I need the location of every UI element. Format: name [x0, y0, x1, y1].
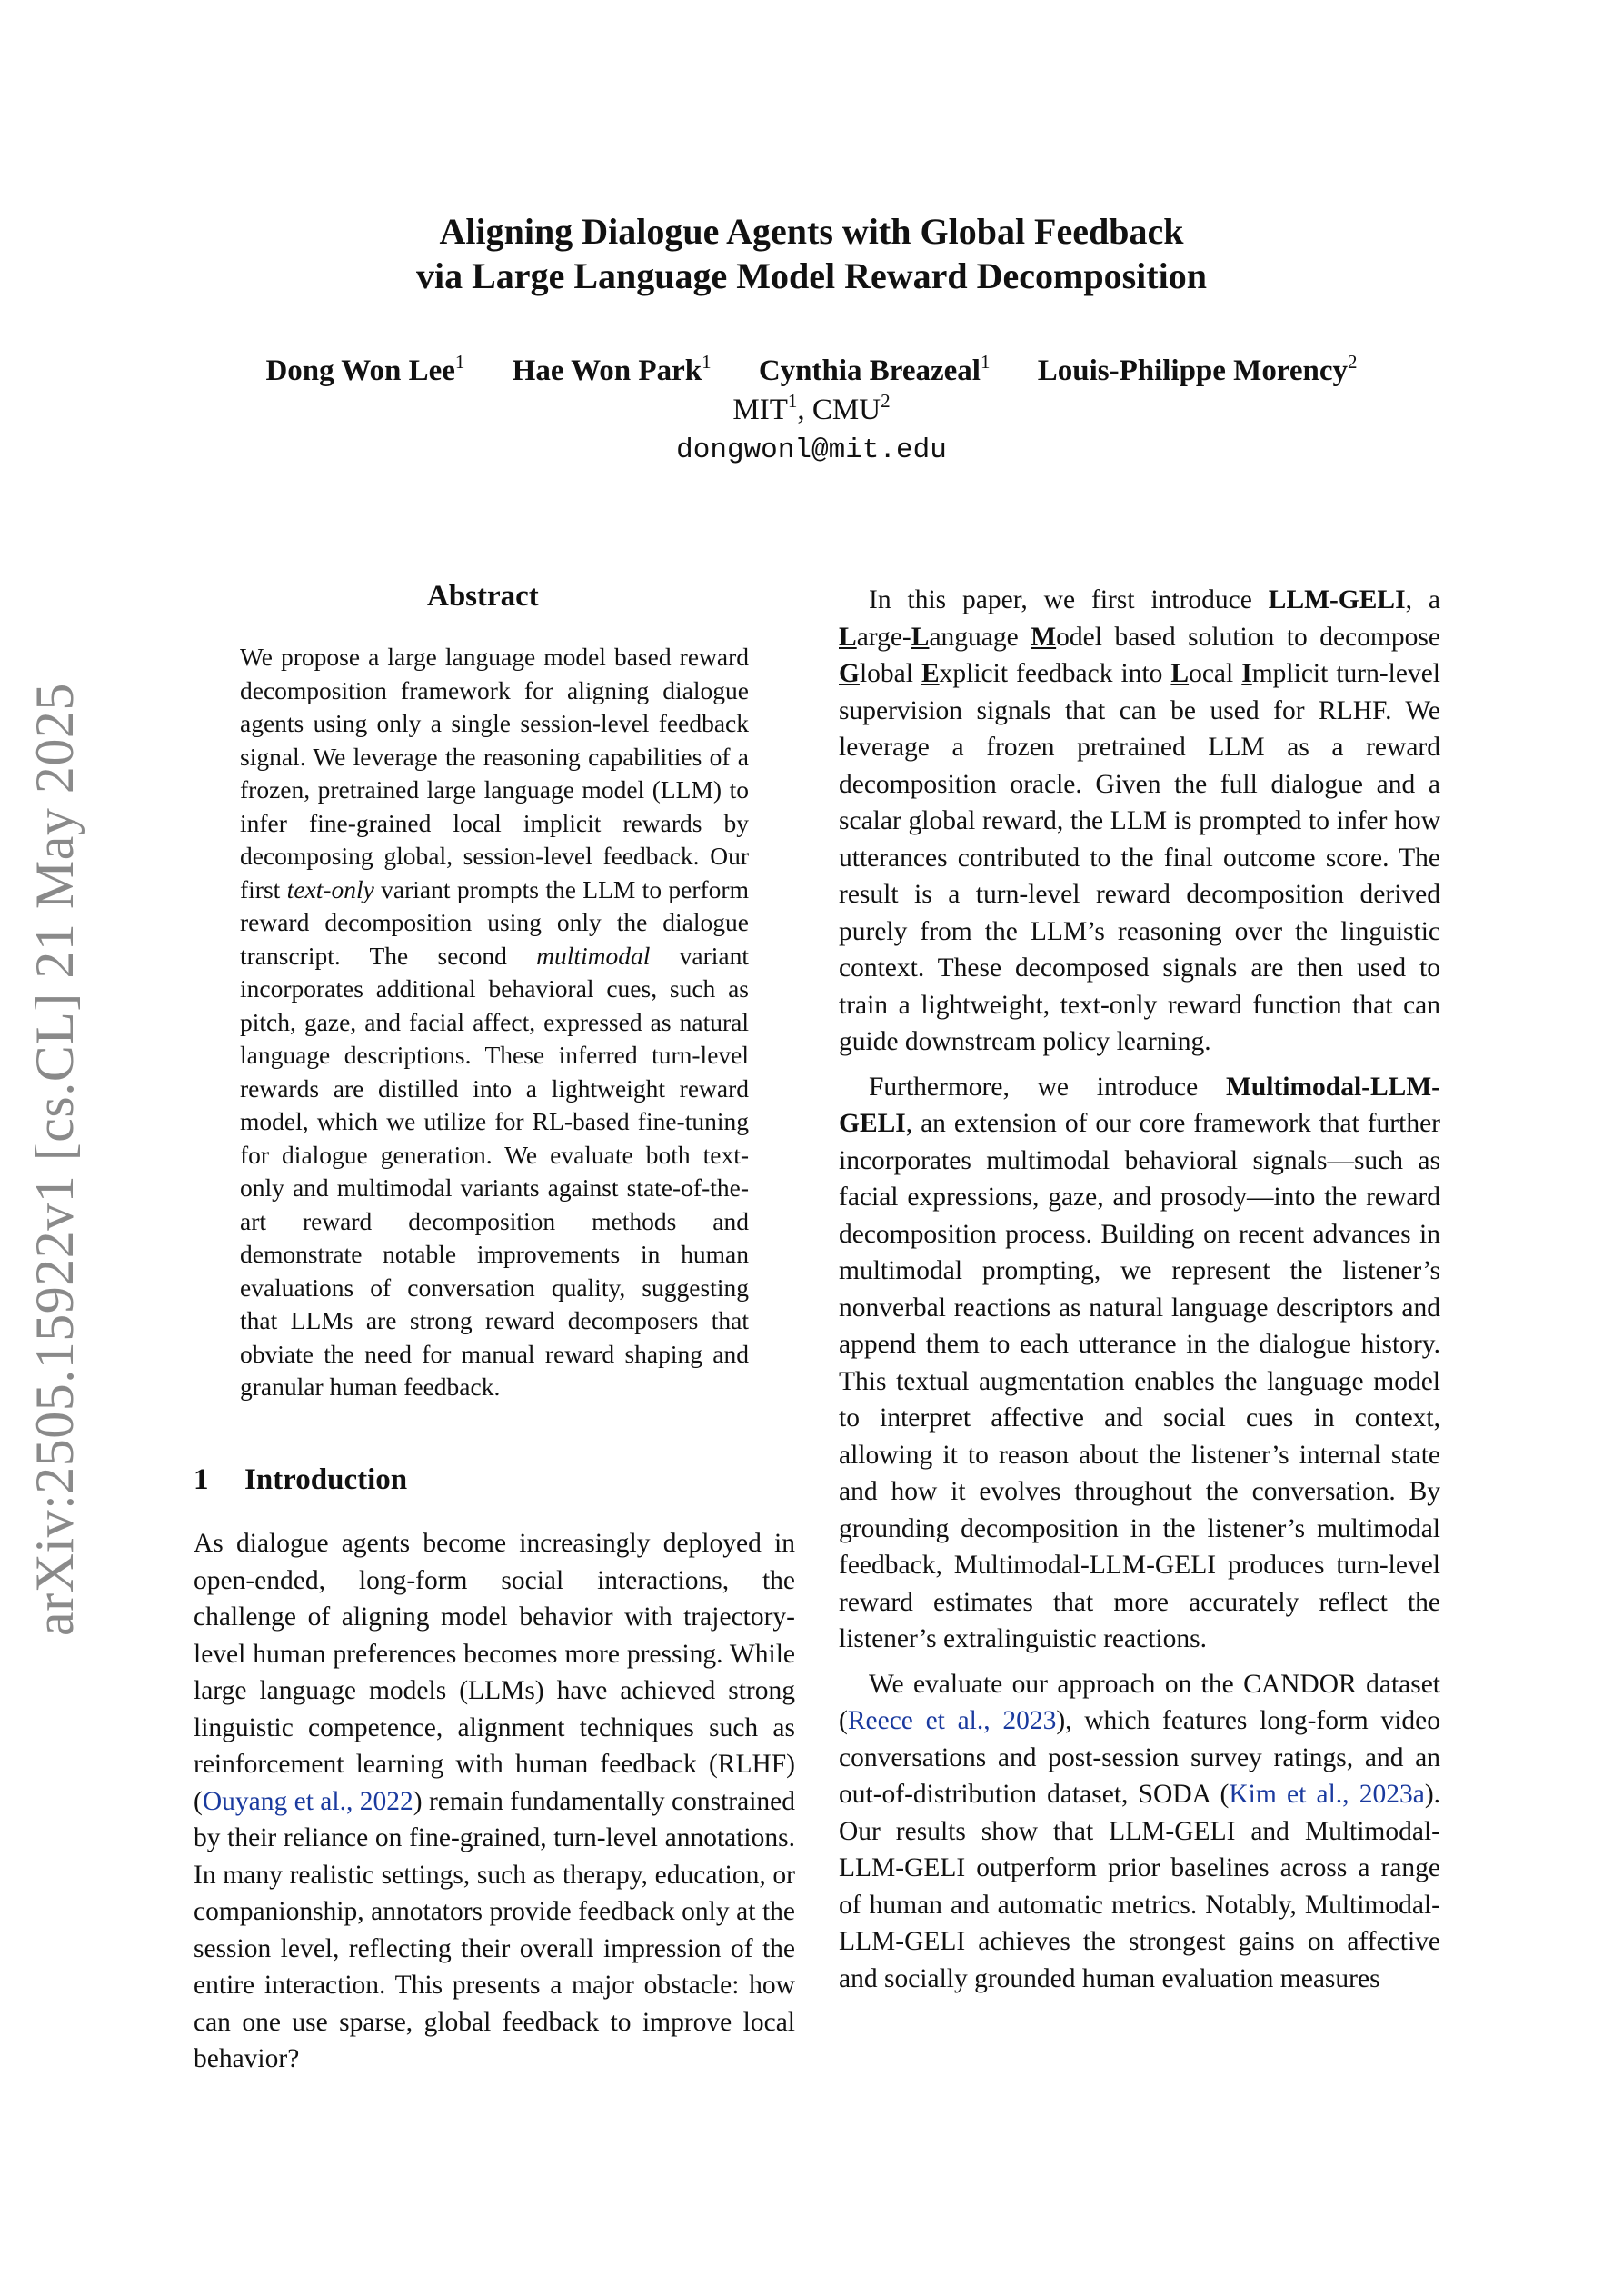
abstract-heading: Abstract [427, 580, 539, 613]
abstract-body: We propose a large language model based reward decomposition framework for aligning dialogue agents using only a single session-level feedback signal. We leverage the reasoning capabilities of a frozen, pretrained large language model (LLM) to infer fine-grained local implicit rewards by decomposing global, session-level feedback. Our first text-only variant prompts the LLM to perform reward decomposition using only the dialogue transcript. The second multimodal variant incorporates additional behavioral cues, such as pitch, gaze, and facial affect, expressed as natural language descriptions. These inferred turn-level rewards are distilled into a lightweight reward model, which we utilize for RL-based fine-tuning for dialogue generation. We evaluate both text-only and multimodal variants against state-of-the-art reward decomposition methods and demonstrate notable improvements in human evaluations of conversation quality, suggesting that LLMs are strong reward decomposers that obviate the need for manual reward shaping and granular human feedback. [240, 643, 749, 1401]
paragraph-llm-geli: In this paper, we first introduce LLM-GELI, a Large-Language Model based solution to decompose Global Explicit feedback into Local Implicit turn-level supervision signals that can be used for RLHF. We leverage a frozen pretrained LLM as a reward decomposition oracle. Given the full dialogue and a scalar global reward, the LLM is prompted to infer how utterances contributed to the final outcome score. The result is a turn-level reward decomposition derived purely from the LLM’s reasoning over the linguistic context. These decomposed signals are then used to train a lightweight, text-only reward function that can guide downstream policy learning. [839, 585, 1441, 1056]
author-4: Louis-Philippe Morency$^2$ [1037, 351, 1358, 387]
paragraph-evaluation: We evaluate our approach on the CANDOR dataset (Reece et al., 2023), which features long-form video conversations and post-session survey ratings, and an out-of-distribution dataset, SODA (Kim et al., 2023a). Our results show that LLM-GELI and Multimodal-LLM-GELI outperform prior baselines across a range of human and automatic metrics. Notably, Multimodal-LLM-GELI achieves the strongest gains on affective and socially grounded human evaluation measures [839, 1669, 1441, 1993]
arxiv-stamp: arXiv:2505.15922v1 [cs.CL] 21 May 2025 [25, 683, 85, 1636]
citation-link[interactable]: Kim et al., 2023a [1229, 1780, 1425, 1809]
author-list [0, 351, 1623, 388]
author-3: Cynthia Breazeal$^1$ [758, 351, 991, 387]
section-heading-introduction: 1 Introduction [194, 1463, 408, 1496]
paper-title-line-2: via Large Language Model Reward Decomposition [416, 255, 1207, 296]
paragraph-multimodal: Furthermore, we introduce Multimodal-LLM-GELI, an extension of our core framework that further incorporates multimodal behavioral signals—such as facial expressions, gaze, and prosody—into the reward decomposition process. Building on recent advances in multimodal prompting, we represent the listener’s nonverbal reactions as natural language descriptors and append them to each utterance in the dialogue history. This textual augmentation enables the language model to interpret affective and social cues in context, allowing it to reason about the listener’s internal state and how it evolves throughout the conversation. By grounding decomposition in the listener’s multimodal feedback, Multimodal-LLM-GELI produces turn-level reward estimates that more accurately reflect the listener’s extralinguistic reactions. [839, 1072, 1440, 1653]
paper-title-line-1: Aligning Dialogue Agents with Global Feedback [439, 211, 1184, 252]
affiliations: MIT$^1$, CMU$^2$ [732, 390, 891, 426]
introduction-paragraph: As dialogue agents become increasingly deployed in open-ended, long-form social interactions, the challenge of aligning model behavior with trajectory-level human preferences becomes more pressing. While large language models (LLMs) have achieved strong linguistic competence, alignment techniques such as reinforcement learning with human feedback (RLHF) (Ouyang et al., 2022) remain fundamentally constrained by their reliance on fine-grained, turn-level annotations. In many realistic settings, such as therapy, education, or companionship, annotators provide feedback only at the session level, reflecting their overall impression of the entire interaction. This presents a major obstacle: how can one use sparse, global feedback to improve local behavior? [194, 1529, 795, 2073]
citation-link[interactable]: Ouyang et al., 2022 [202, 1786, 413, 1816]
citation-link[interactable]: Reece et al., 2023 [847, 1706, 1057, 1735]
right-column [839, 582, 1440, 1997]
author-1: Dong Won Lee$^1$ [265, 351, 465, 387]
author-2: Hae Won Park$^1$ [512, 351, 712, 387]
contact-email[interactable]: dongwonl@mit.edu [676, 434, 947, 466]
